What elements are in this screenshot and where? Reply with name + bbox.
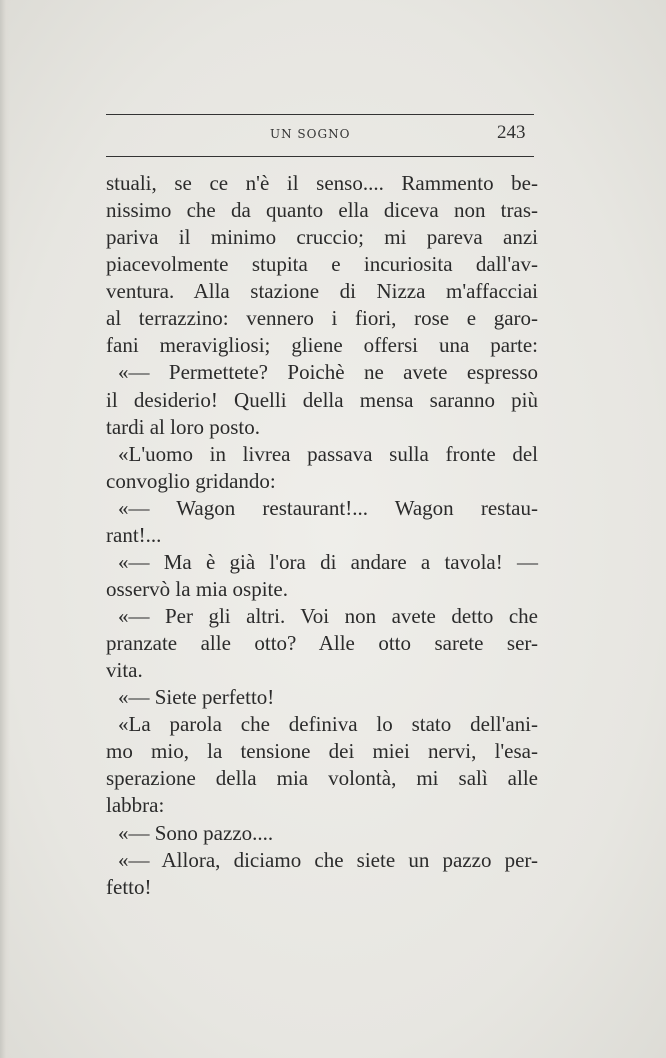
text-line: «— Per gli altri. Voi non avete detto che <box>118 604 538 628</box>
text-line: convoglio gridando: <box>106 468 276 493</box>
text-line: pariva il minimo cruccio; mi pareva anzi <box>106 225 538 250</box>
text-line: «L'uomo in livrea passava sulla fronte del <box>118 441 538 466</box>
text-line: «La parola che definiva lo stato dell'ani- <box>118 712 538 737</box>
text-line: «— Allora, diciamo che siete un pazzo per- <box>118 847 538 872</box>
text-line: ventura. Alla stazione di Nizza m'affacciai <box>106 279 538 304</box>
text-line: pranzate alle otto? Alle otto sarete ser- <box>106 631 538 656</box>
text-line: fetto! <box>106 874 152 899</box>
text-line: sperazione della mia volontà, mi salì alle <box>106 766 538 791</box>
text-line: al terrazzino: vennero i fiori, rose e garo- <box>106 306 538 331</box>
page-binding-edge <box>0 0 10 1058</box>
header-bottom-rule <box>106 156 534 157</box>
text-line: mo mio, la tensione dei miei nervi, l'esa- <box>106 739 538 764</box>
text-line: «— Permettete? Poichè ne avete espresso <box>118 360 538 385</box>
page-number: 243 <box>497 122 526 143</box>
text-line: stuali, se ce n'è il senso.... Rammento be- <box>106 171 538 195</box>
text-line: «— Sono pazzo.... <box>118 820 274 845</box>
text-line: «— Ma è già l'ora di andare a tavola! — <box>118 549 538 574</box>
text-line: rant!... <box>106 522 162 547</box>
text-line: nissimo che da quanto ella diceva non tras- <box>106 198 538 223</box>
text-line: osservò la mia ospite. <box>106 576 288 601</box>
text-line: labbra: <box>106 793 165 818</box>
text-line: piacevolmente stupita e incuriosita dall'av- <box>106 252 538 277</box>
text-line: «— Siete perfetto! <box>118 685 275 710</box>
text-line: «— Wagon restaurant!... Wagon restau- <box>118 495 538 520</box>
text-line: tardi al loro posto. <box>106 414 260 439</box>
text-line: il desiderio! Quelli della mensa saranno più <box>106 387 538 412</box>
text-line: fani meravigliosi; gliene offersi una parte: <box>106 333 538 358</box>
text-line: vita. <box>106 658 143 683</box>
header-top-rule <box>106 114 534 115</box>
body-text <box>106 170 538 901</box>
running-title: UN SOGNO <box>270 127 351 141</box>
